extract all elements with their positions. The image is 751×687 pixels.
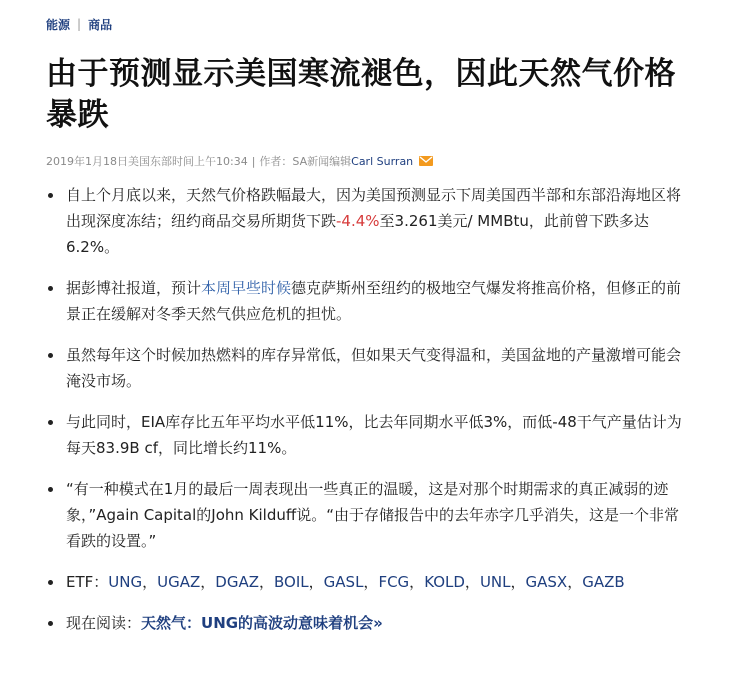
ticker-link[interactable]: GASX <box>525 573 568 591</box>
bullet-4-text: 与此同时，EIA库存比五年平均水平低11%，比去年同期水平低3%，而低-48干气产量估计为每天83.9B cf，同比增长约11%。 <box>66 413 682 457</box>
list-item <box>46 476 686 554</box>
envelope-icon[interactable] <box>419 156 433 166</box>
list-item <box>46 342 686 394</box>
list-item <box>46 275 686 327</box>
bullet-dot <box>48 487 53 492</box>
price-change-negative: -4.4% <box>336 212 380 230</box>
ticker-link[interactable]: GAZB <box>582 573 625 591</box>
breadcrumb <box>46 16 706 32</box>
breadcrumb-commodities[interactable]: 商品 <box>88 17 113 32</box>
read-now-label: 现在阅读： <box>66 614 142 632</box>
bullet-dot <box>48 580 53 585</box>
ticker-separator: ， <box>200 573 216 591</box>
ticker-link[interactable]: UGAZ <box>157 573 201 591</box>
ticker-link[interactable]: DGAZ <box>215 573 259 591</box>
bullet-2-text-pre: 据彭博社报道，预计 <box>66 279 202 297</box>
ticker-link[interactable]: BOIL <box>274 573 309 591</box>
list-item-etf <box>46 569 686 595</box>
byline <box>46 153 706 169</box>
bullet-dot <box>48 286 53 291</box>
ticker-link[interactable]: GASL <box>323 573 364 591</box>
ticker-separator: ， <box>567 573 583 591</box>
bullet-2-text-post: 德克萨斯州至纽约的极地空气爆发将推高价格，但修正的前景正在缓解对冬季天然气供应危机的担忧。 <box>66 279 682 323</box>
list-item-read-now <box>46 610 686 636</box>
ticker-separator: ， <box>464 573 480 591</box>
etf-label: ETF： <box>66 573 109 591</box>
ticker-separator: ， <box>409 573 425 591</box>
publish-date: 2019年1月18日美国东部时间上午10:34 <box>46 155 248 168</box>
article <box>46 0 706 632</box>
byline-separator: | <box>251 154 256 168</box>
breadcrumb-energy[interactable]: 能源 <box>46 17 71 32</box>
bullet-1-text-post: 至3.261美元/ MMBtu，此前曾下跌多达6.2%。 <box>66 212 649 256</box>
earlier-this-week-link[interactable]: 本周早些时候 <box>201 279 292 297</box>
read-now-link[interactable]: 天然气：UNG的高波动意味着机会» <box>141 614 383 632</box>
bullet-5-text: “有一种模式在1月的最后一周表现出一些真正的温暖，这是对那个时期需求的真正减弱的迹象，”Again Capital的John Kilduff说。“由于存储报告中的去年赤字几乎消失，这是一个非常看跌的设置。” <box>66 480 679 550</box>
bullet-1-text-pre: 自上个月底以来，天然气价格跌幅最大，因为美国预测显示下周美国西半部和东部沿海地区将出现深度冻结；纽约商品交易所期货下跌 <box>66 186 682 230</box>
ticker-separator: ， <box>259 573 275 591</box>
ticker-link[interactable]: UNG <box>108 573 143 591</box>
bullet-3-text: 虽然每年这个时候加热燃料的库存异常低，但如果天气变得温和，美国盆地的产量激增可能会淹没市场。 <box>66 346 682 390</box>
ticker-link[interactable]: UNL <box>479 573 511 591</box>
bullet-dot <box>48 420 53 425</box>
ticker-separator: ， <box>308 573 324 591</box>
author-prefix: 作者： <box>259 155 293 168</box>
ticker-separator: ， <box>510 573 526 591</box>
ticker-link[interactable]: KOLD <box>424 573 465 591</box>
list-item <box>46 409 686 461</box>
ticker-link[interactable]: FCG <box>378 573 410 591</box>
author-name-link[interactable]: Carl Surran <box>351 154 414 168</box>
list-item <box>46 182 686 260</box>
author-role: SA新闻编辑 <box>292 155 352 168</box>
bullet-dot <box>48 193 53 198</box>
ticker-separator: ， <box>142 573 158 591</box>
ticker-separator: ， <box>363 573 379 591</box>
bullet-list <box>46 182 686 651</box>
bullet-dot <box>48 353 53 358</box>
page-title: 由于预测显示美国寒流褪色，因此天然气价格暴跌 <box>46 56 676 133</box>
breadcrumb-separator: | <box>77 17 82 31</box>
bullet-dot <box>48 621 53 626</box>
